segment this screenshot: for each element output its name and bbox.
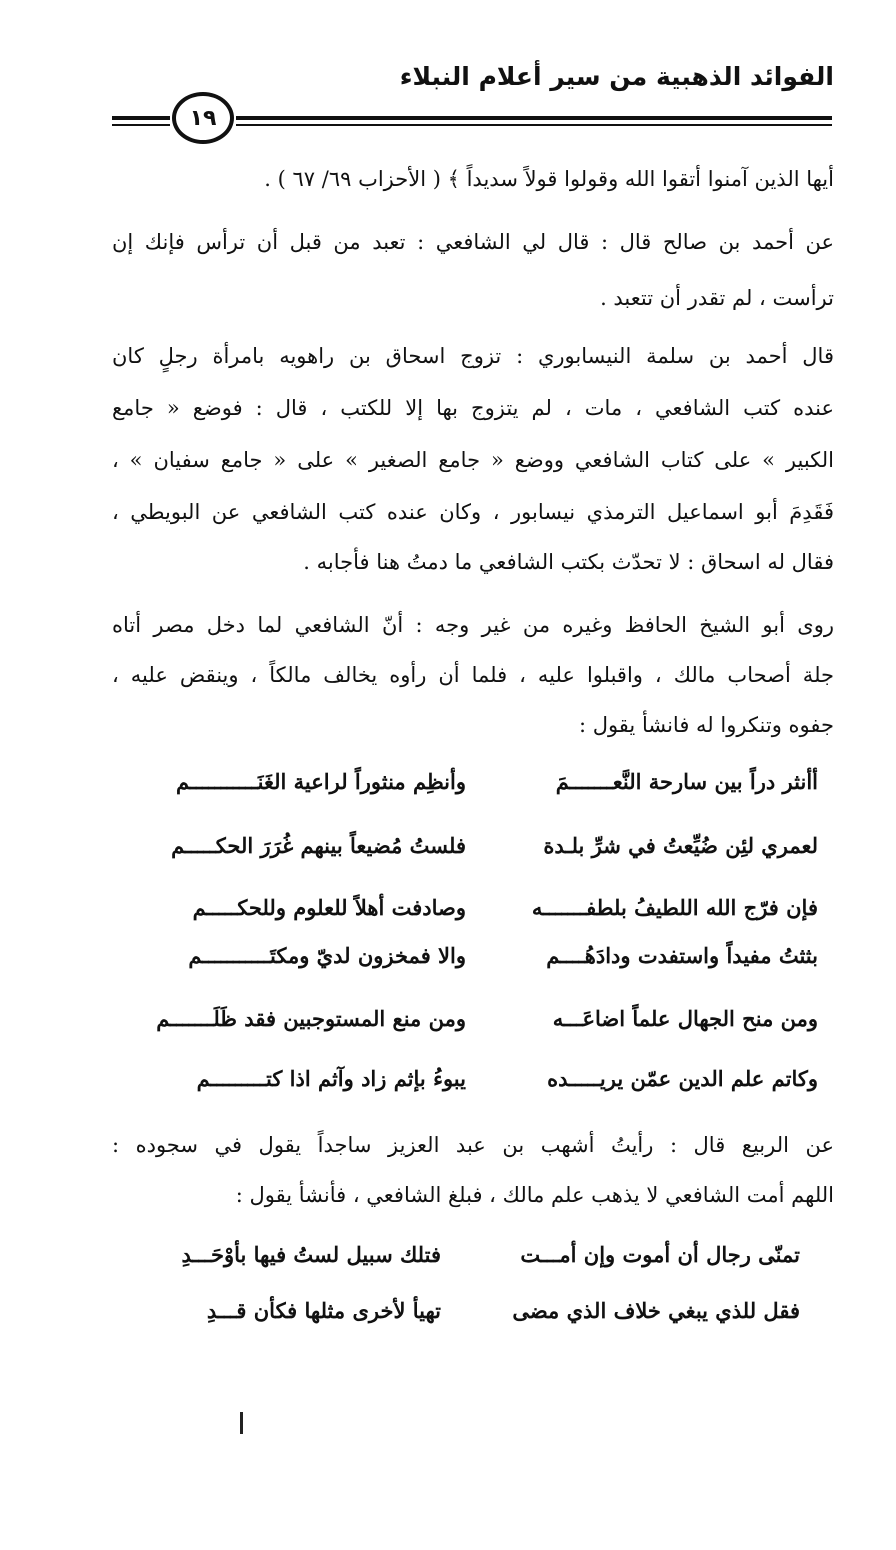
verse-1-second-hemistich: وأنظِم منثوراً لراعية الغَنَـــــــــــم bbox=[175, 769, 466, 794]
text-line-8: فقال له اسحاق : لا تحدّث بكتب الشافعي ما دمتُ هنا فأجابه . bbox=[303, 550, 834, 574]
verse-8-first-hemistich: فقل للذي يبغي خلاف الذي مضى bbox=[512, 1298, 800, 1323]
verse-8-second-hemistich: تهيأ لأخرى مثلها فكأن قـــدِ bbox=[206, 1298, 441, 1323]
text-line-1: أيها الذين آمنوا أتقوا الله وقولوا قولاً سديداً ﴾ ( الأحزاب ٦٩/ ٦٧ ) . bbox=[264, 167, 834, 191]
verse-4-first-hemistich: بثثتُ مفيداً واستفدت ودادَهُــــم bbox=[546, 943, 818, 968]
text-line-7: فَقَدِمَ أبو اسماعيل الترمذي نيسابور ، وكان عنده كتب الشافعي عن البويطي ، bbox=[112, 500, 834, 524]
verse-5-second-hemistich: ومن منع المستوجبين فقد ظَلَـــــــم bbox=[156, 1006, 466, 1031]
text-line-13: اللهم أمت الشافعي لا يذهب علم مالك ، فبلغ الشافعي ، فأنشأ يقول : bbox=[235, 1183, 834, 1207]
text-line-12: عن الربيع قال : رأيتُ أشهب بن عبد العزيز ساجداً يقول في سجوده : bbox=[112, 1133, 834, 1157]
header-rule-left-thin bbox=[112, 124, 170, 126]
text-line-2: عن أحمد بن صالح قال : قال لي الشافعي : تعبد من قبل أن ترأس فإنك إن bbox=[112, 230, 834, 254]
verse-1-first-hemistich: أأنثر دراً بين سارحة النَّعـــــــمَ bbox=[555, 769, 818, 794]
verse-3-first-hemistich: فإن فرّج الله اللطيفُ بلطفـــــــه bbox=[531, 895, 818, 920]
text-line-9: روى أبو الشيخ الحافظ وغيره من غير وجه : أنّ الشافعي لما دخل مصر أتاه bbox=[112, 613, 834, 637]
verse-2-first-hemistich: لعمري لئِن ضُيِّعتُ في شرِّ بلـدة bbox=[543, 833, 818, 858]
verse-7-second-hemistich: فتلك سبيل لستُ فيها بأوْحَـــدِ bbox=[181, 1242, 441, 1267]
text-line-11: جفوه وتنكروا له فانشأ يقول : bbox=[578, 713, 834, 737]
page-number: ١٩ bbox=[172, 92, 234, 144]
verse-6-second-hemistich: يبوءُ بإثم زاد وآثم اذا كتـــــــــم bbox=[196, 1066, 466, 1091]
header-rule-right-thin bbox=[236, 124, 832, 126]
text-line-5: عنده كتب الشافعي ، مات ، لم يتزوج بها إلا للكتب ، قال : فوضع « جامع bbox=[112, 396, 834, 420]
text-line-3: ترأست ، لم تقدر أن تتعبد . bbox=[600, 286, 834, 310]
stray-mark bbox=[240, 1412, 243, 1434]
verse-4-second-hemistich: والا فمخزون لديّ ومكتَـــــــــــم bbox=[188, 943, 466, 968]
verse-5-first-hemistich: ومن منح الجهال علماً اضاعَـــه bbox=[552, 1006, 818, 1031]
text-line-10: جلة أصحاب مالك ، واقبلوا عليه ، فلما أن رأوه يخالف مالكاً ، وينقض عليه ، bbox=[112, 663, 834, 687]
running-title: الفوائد الذهبية من سير أعلام النبلاء bbox=[399, 62, 834, 91]
verse-7-first-hemistich: تمنّى رجال أن أموت وإن أمـــت bbox=[520, 1242, 800, 1267]
text-line-4: قال أحمد بن سلمة النيسابوري : تزوج اسحاق بن راهويه بامرأة رجلٍ كان bbox=[112, 344, 834, 368]
text-line-6: الكبير » على كتاب الشافعي ووضع « جامع الصغير » على « جامع سفيان » ، bbox=[112, 448, 834, 472]
verse-3-second-hemistich: وصادفت أهلاً للعلوم وللحكـــــم bbox=[192, 895, 466, 920]
header-rule-left-thick bbox=[112, 116, 170, 120]
header-rule-right-thick bbox=[236, 116, 832, 120]
verse-2-second-hemistich: فلستُ مُضيعاً بينهم غُرَرَ الحكـــــم bbox=[171, 833, 466, 858]
verse-6-first-hemistich: وكاتم علم الدين عمّن يريـــــده bbox=[547, 1066, 818, 1091]
